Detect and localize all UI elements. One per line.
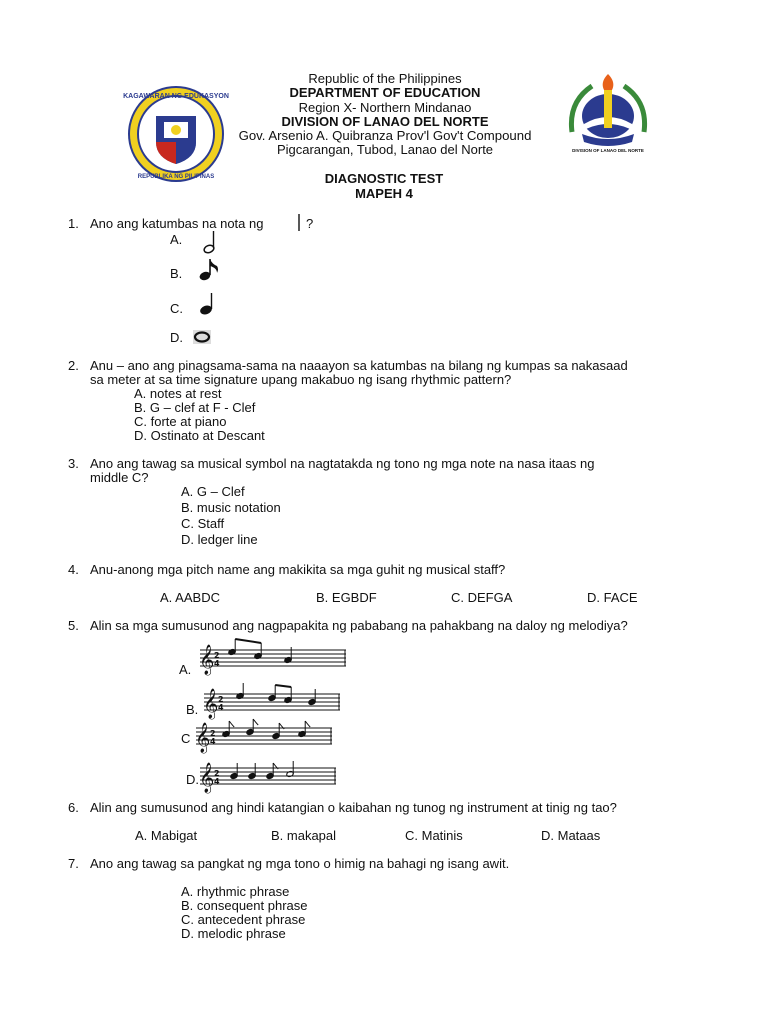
staff-c (192, 723, 332, 753)
q7-option-d: D. melodic phrase (181, 926, 286, 941)
division-line: DIVISION OF LANAO DEL NORTE (281, 113, 489, 129)
question-6-number: 6. (68, 800, 79, 815)
question-4-text: Anu-anong mga pitch name ang makikita sa mga guhit ng musical staff? (90, 562, 506, 577)
time-signature-bottom: 4 (210, 737, 216, 746)
q6-option-d: D. Mataas (541, 828, 601, 843)
q4-option-a: A. AABDC (160, 590, 220, 605)
question-1-mark: ? (306, 216, 314, 231)
q5-option-d-label: D. (186, 772, 199, 787)
question-7-number: 7. (68, 856, 79, 871)
question-3-number: 3. (68, 456, 79, 471)
time-signature-bottom: 4 (214, 777, 220, 786)
q1-option-a-label: A. (170, 232, 183, 247)
question-1-text: Ano ang katumbas na nota ng (90, 216, 264, 231)
note-beam (275, 685, 291, 687)
question-3-text-cont: middle C? (90, 470, 149, 485)
time-signature-top: 2 (214, 769, 220, 778)
q5-option-c-label: C (181, 731, 191, 746)
q6-option-c: C. Matinis (405, 828, 463, 843)
address-line-2: Pigcarangan, Tubod, Lanao del Norte (276, 142, 494, 158)
q4-option-c: C. DEFGA (451, 590, 513, 605)
treble-clef-icon: 𝄞 (203, 689, 219, 719)
q3-option-b: B. music notation (181, 500, 281, 515)
question-7-text: Ano ang tawag sa pangkat ng mga tono o himig na bahagi ng isang awit. (90, 856, 510, 871)
staff-a (196, 646, 346, 676)
staff-b (200, 690, 340, 720)
q2-option-b: B. G – clef at F - Clef (134, 400, 256, 415)
question-5-number: 5. (68, 618, 79, 633)
question-4-number: 4. (68, 562, 79, 577)
note-flag (229, 721, 234, 727)
treble-clef-icon: 𝄞 (199, 645, 215, 675)
question-1-number: 1. (68, 216, 79, 231)
q1-option-c-label: C. (170, 301, 183, 316)
note-beam (235, 639, 261, 643)
q5-option-a-label: A. (179, 662, 192, 677)
q7-option-b: B. consequent phrase (181, 898, 308, 913)
question-2-text-cont: sa meter at sa time signature upang makabuo ng isang rhythmic pattern? (90, 372, 512, 387)
svg-text:DIVISION OF LANAO DEL NORTE: DIVISION OF LANAO DEL NORTE (572, 148, 644, 153)
region-line: Region X- Northern Mindanao (298, 99, 472, 115)
question-6-text: Alin ang sumusunod ang hindi katangian o kaibahan ng tunog ng instrument at tinig ng tao? (90, 800, 617, 815)
svg-text:REPUBLIKA NG PILIPINAS: REPUBLIKA NG PILIPINAS (137, 174, 215, 180)
treble-clef-icon: 𝄞 (195, 723, 211, 753)
letterhead (180, 72, 590, 158)
q2-option-a: A. notes at rest (134, 386, 222, 401)
q2-option-c: C. forte at piano (134, 414, 227, 429)
q1-option-b-label: B. (170, 266, 183, 281)
time-signature-bottom: 4 (218, 703, 224, 712)
question-5-text: Alin sa mga sumusunod ang nagpapakita ng pababang na pahakbang na daloy ng melodiya? (90, 618, 628, 633)
time-signature-top: 2 (218, 695, 224, 704)
staff-d (196, 762, 336, 792)
q5-option-b-label: B. (186, 702, 199, 717)
q4-option-b: B. EGBDF (316, 590, 377, 605)
q1-option-d-label: D. (170, 330, 183, 345)
q2-option-d: D. Ostinato at Descant (134, 428, 265, 443)
q4-option-d: D. FACE (587, 590, 638, 605)
q3-option-a: A. G – Clef (181, 484, 245, 499)
q7-option-c: C. antecedent phrase (181, 912, 306, 927)
question-2-text: Anu – ano ang pinagsama-sama na naaayon sa katumbas na bilang ng kumpas sa nakasaad (90, 358, 628, 373)
time-signature-top: 2 (214, 651, 220, 660)
republic-line: Republic of the Philippines (308, 71, 462, 86)
question-2-number: 2. (68, 358, 79, 373)
q6-option-a: A. Mabigat (135, 828, 198, 843)
address-line-1: Gov. Arsenio A. Quibranza Prov'l Gov't Compound (238, 128, 532, 144)
q6-option-b: B. makapal (271, 828, 337, 843)
department-line: DEPARTMENT OF EDUCATION (289, 85, 481, 101)
question-3-text: Ano ang tawag sa musical symbol na nagtatakda ng tono ng mga note na nasa itaas ng (90, 456, 595, 471)
q3-option-d: D. ledger line (181, 532, 258, 547)
q7-option-a: A. rhythmic phrase (181, 884, 290, 899)
treble-clef-icon: 𝄞 (199, 763, 215, 793)
test-subject: MAPEH 4 (355, 186, 413, 201)
note-flag (305, 721, 310, 727)
time-signature-bottom: 4 (214, 659, 220, 668)
test-title: DIAGNOSTIC TEST (324, 171, 444, 186)
svg-text:KAGAWARAN NG EDUKASYON: KAGAWARAN NG EDUKASYON (123, 93, 229, 100)
q3-option-c: C. Staff (181, 516, 225, 531)
time-signature-top: 2 (210, 729, 216, 738)
